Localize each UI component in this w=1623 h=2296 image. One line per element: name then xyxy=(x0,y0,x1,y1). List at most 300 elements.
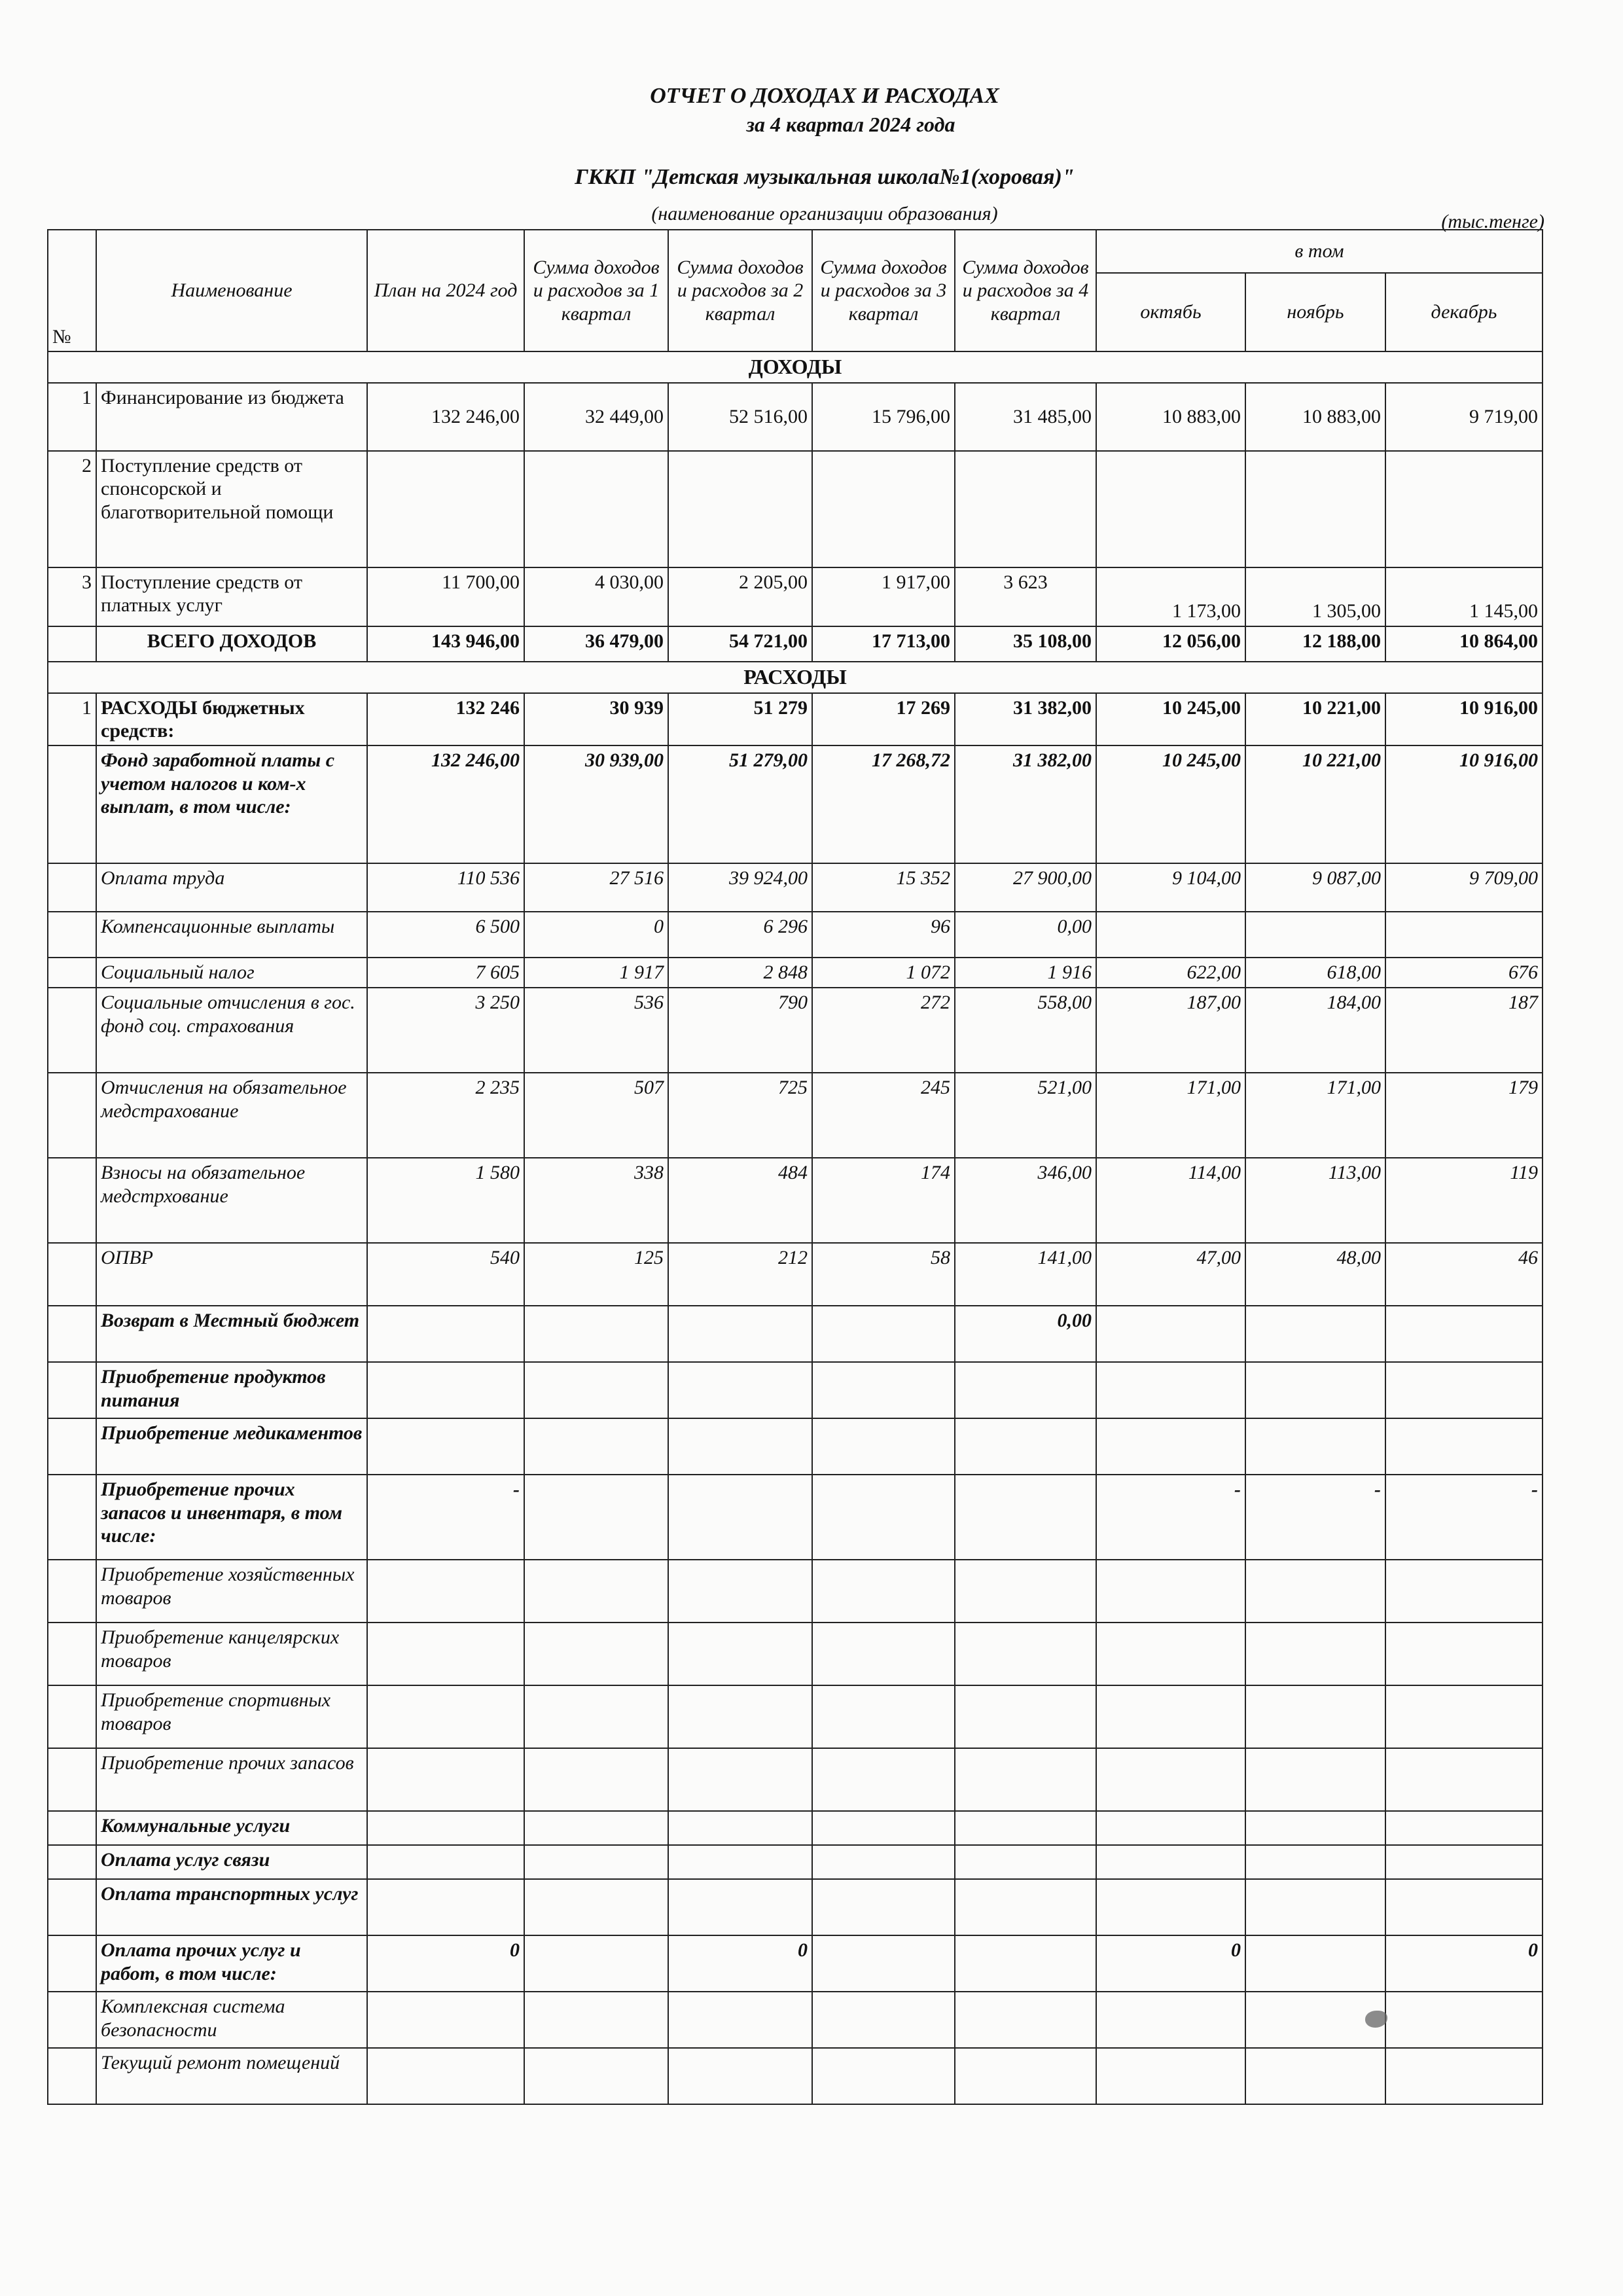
cell-q2 xyxy=(668,1748,812,1811)
cell-q3 xyxy=(812,1623,955,1685)
cell-dec xyxy=(1385,912,1543,958)
cell-q2: 6 296 xyxy=(668,912,812,958)
row-name: Возврат в Местный бюджет xyxy=(96,1306,367,1362)
table-row xyxy=(48,1362,1543,1418)
cell-q2: 52 516,00 xyxy=(668,383,812,451)
cell-dec: 10 916,00 xyxy=(1385,693,1543,746)
row-num: 3 xyxy=(48,567,96,626)
cell-dec xyxy=(1385,1362,1543,1418)
cell-q3: 272 xyxy=(812,988,955,1073)
cell-q1: 536 xyxy=(524,988,668,1073)
cell-plan xyxy=(367,1560,524,1623)
cell-q4 xyxy=(955,1418,1096,1475)
col-plan-header: План на 2024 год xyxy=(367,230,524,351)
table-row xyxy=(48,1992,1543,2048)
cell-q4: 558,00 xyxy=(955,988,1096,1073)
organization-note: (наименование организации образования) xyxy=(651,203,998,224)
table-row xyxy=(48,958,1543,988)
row-name: Оплата труда xyxy=(96,863,367,912)
cell-q2: 0 xyxy=(668,1935,812,1992)
cell-plan: 540 xyxy=(367,1243,524,1306)
cell-q1: 1 917 xyxy=(524,958,668,988)
row-num xyxy=(48,1475,96,1560)
cell-nov: 618,00 xyxy=(1245,958,1385,988)
currency-unit: (тыс.тенге) xyxy=(1441,211,1544,232)
cell-oct xyxy=(1096,1362,1245,1418)
cell-q1: 27 516 xyxy=(524,863,668,912)
table-row xyxy=(48,863,1543,912)
cell-plan: 1 580 xyxy=(367,1158,524,1243)
row-name: Компенсационные выплаты xyxy=(96,912,367,958)
cell-nov: 10 221,00 xyxy=(1245,745,1385,863)
cell-plan: - xyxy=(367,1475,524,1560)
col-nov-header: ноябрь xyxy=(1245,273,1385,351)
cell-dec: - xyxy=(1385,1475,1543,1560)
cell-q2 xyxy=(668,1475,812,1560)
cell-q1: 30 939,00 xyxy=(524,745,668,863)
report-period: за 4 квартал 2024 года xyxy=(746,113,955,136)
income-section-row xyxy=(48,351,1543,383)
cell-q1: 36 479,00 xyxy=(524,626,668,662)
cell-q3 xyxy=(812,1475,955,1560)
row-num xyxy=(48,1418,96,1475)
cell-q4: 0,00 xyxy=(955,912,1096,958)
cell-q1: 125 xyxy=(524,1243,668,1306)
table-row xyxy=(48,1418,1543,1475)
row-name: Приобретение прочих запасов и инвентаря, в том числе: xyxy=(96,1475,367,1560)
cell-q1 xyxy=(524,1418,668,1475)
table-row xyxy=(48,383,1543,451)
row-num xyxy=(48,745,96,863)
table-row xyxy=(48,1748,1543,1811)
col-dec-header: декабрь xyxy=(1385,273,1543,351)
cell-q1 xyxy=(524,1560,668,1623)
cell-plan xyxy=(367,2048,524,2104)
row-num: 2 xyxy=(48,451,96,567)
row-name: Приобретение хозяйственных товаров xyxy=(96,1560,367,1623)
cell-dec xyxy=(1385,1879,1543,1935)
cell-q4: 27 900,00 xyxy=(955,863,1096,912)
cell-q4: 35 108,00 xyxy=(955,626,1096,662)
cell-plan: 6 500 xyxy=(367,912,524,958)
col-oct-header: октябь xyxy=(1096,273,1245,351)
cell-q1: 32 449,00 xyxy=(524,383,668,451)
income-expense-table xyxy=(47,229,1543,2105)
row-name: Фонд заработной платы с учетом налогов и ком-х выплат, в том числе: xyxy=(96,745,367,863)
cell-nov xyxy=(1245,1623,1385,1685)
row-num xyxy=(48,1560,96,1623)
cell-q3 xyxy=(812,1748,955,1811)
cell-q3: 15 796,00 xyxy=(812,383,955,451)
row-num xyxy=(48,1685,96,1748)
cell-dec: 10 864,00 xyxy=(1385,626,1543,662)
cell-q3 xyxy=(812,1362,955,1418)
cell-dec xyxy=(1385,1306,1543,1362)
report-title: ОТЧЕТ О ДОХОДАХ И РАСХОДАХ xyxy=(650,84,999,108)
row-num xyxy=(48,1935,96,1992)
row-num xyxy=(48,1811,96,1845)
cell-dec xyxy=(1385,1623,1543,1685)
cell-oct: 10 245,00 xyxy=(1096,745,1245,863)
row-name: Приобретение прочих запасов xyxy=(96,1748,367,1811)
cell-plan: 0 xyxy=(367,1935,524,1992)
cell-q4 xyxy=(955,1879,1096,1935)
col-group-header: в том xyxy=(1096,230,1543,273)
cell-oct xyxy=(1096,1748,1245,1811)
cell-q3 xyxy=(812,1879,955,1935)
row-name: РАСХОДЫ бюджетных средств: xyxy=(96,693,367,746)
cell-nov xyxy=(1245,2048,1385,2104)
cell-q3 xyxy=(812,1935,955,1992)
cell-oct: 0 xyxy=(1096,1935,1245,1992)
cell-nov: 10 221,00 xyxy=(1245,693,1385,746)
cell-q4: 31 485,00 xyxy=(955,383,1096,451)
cell-q2 xyxy=(668,1879,812,1935)
cell-nov xyxy=(1245,1418,1385,1475)
cell-q1: 338 xyxy=(524,1158,668,1243)
cell-plan xyxy=(367,1623,524,1685)
cell-plan xyxy=(367,1845,524,1879)
cell-q4 xyxy=(955,451,1096,567)
cell-q3 xyxy=(812,1845,955,1879)
cell-q4 xyxy=(955,1811,1096,1845)
cell-nov xyxy=(1245,1811,1385,1845)
cell-q3: 58 xyxy=(812,1243,955,1306)
table-row xyxy=(48,1935,1543,1992)
expense-section-row xyxy=(48,662,1543,693)
cell-q3: 1 072 xyxy=(812,958,955,988)
cell-q2: 212 xyxy=(668,1243,812,1306)
cell-dec xyxy=(1385,1845,1543,1879)
cell-q1 xyxy=(524,1685,668,1748)
cell-oct: 622,00 xyxy=(1096,958,1245,988)
cell-q2 xyxy=(668,2048,812,2104)
cell-plan: 110 536 xyxy=(367,863,524,912)
cell-oct: 171,00 xyxy=(1096,1073,1245,1158)
row-name: Приобретение спортивных товаров xyxy=(96,1685,367,1748)
cell-oct xyxy=(1096,1879,1245,1935)
cell-q3: 174 xyxy=(812,1158,955,1243)
cell-nov: 48,00 xyxy=(1245,1243,1385,1306)
cell-dec xyxy=(1385,1992,1543,2048)
table-row xyxy=(48,1623,1543,1685)
cell-q4 xyxy=(955,2048,1096,2104)
cell-q3 xyxy=(812,1992,955,2048)
row-name: Оплата транспортных услуг xyxy=(96,1879,367,1935)
cell-plan xyxy=(367,1418,524,1475)
row-num xyxy=(48,1623,96,1685)
cell-q4 xyxy=(955,1623,1096,1685)
cell-nov xyxy=(1245,1845,1385,1879)
cell-q2 xyxy=(668,1362,812,1418)
row-num xyxy=(48,1158,96,1243)
cell-q2 xyxy=(668,1623,812,1685)
col-q3-header: Сумма доходов и расходов за 3 квартал xyxy=(812,230,955,351)
row-name: Финансирование из бюджета xyxy=(96,383,367,451)
cell-plan xyxy=(367,1811,524,1845)
cell-dec: 10 916,00 xyxy=(1385,745,1543,863)
header-row-top xyxy=(48,230,1543,273)
cell-plan xyxy=(367,451,524,567)
cell-oct: 12 056,00 xyxy=(1096,626,1245,662)
cell-q4: 31 382,00 xyxy=(955,745,1096,863)
cell-q1: 507 xyxy=(524,1073,668,1158)
row-name: Оплата прочих услуг и работ, в том числе: xyxy=(96,1935,367,1992)
cell-q3 xyxy=(812,2048,955,2104)
cell-nov xyxy=(1245,1560,1385,1623)
cell-oct: 1 173,00 xyxy=(1096,567,1245,626)
cell-q4 xyxy=(955,1560,1096,1623)
cell-q3: 15 352 xyxy=(812,863,955,912)
cell-q2: 39 924,00 xyxy=(668,863,812,912)
table-row xyxy=(48,1475,1543,1560)
cell-q1 xyxy=(524,1623,668,1685)
col-num-header: № xyxy=(48,230,96,351)
row-name: Приобретение канцелярских товаров xyxy=(96,1623,367,1685)
cell-q4: 31 382,00 xyxy=(955,693,1096,746)
cell-q4: 0,00 xyxy=(955,1306,1096,1362)
cell-oct: 47,00 xyxy=(1096,1243,1245,1306)
cell-q1 xyxy=(524,1362,668,1418)
cell-plan: 143 946,00 xyxy=(367,626,524,662)
cell-nov: 1 305,00 xyxy=(1245,567,1385,626)
cell-q4: 1 916 xyxy=(955,958,1096,988)
cell-nov xyxy=(1245,1935,1385,1992)
cell-nov xyxy=(1245,1362,1385,1418)
table-row xyxy=(48,1306,1543,1362)
expense-section-title: РАСХОДЫ xyxy=(48,662,1543,693)
row-name: Текущий ремонт помещений xyxy=(96,2048,367,2104)
row-name: Приобретение медикаментов xyxy=(96,1418,367,1475)
table-row xyxy=(48,1685,1543,1748)
cell-q1 xyxy=(524,451,668,567)
cell-q3: 245 xyxy=(812,1073,955,1158)
row-name: Социальный налог xyxy=(96,958,367,988)
cell-oct: - xyxy=(1096,1475,1245,1560)
cell-q3: 17 713,00 xyxy=(812,626,955,662)
cell-plan: 3 250 xyxy=(367,988,524,1073)
cell-oct xyxy=(1096,912,1245,958)
row-name: ОПВР xyxy=(96,1243,367,1306)
row-num xyxy=(48,1992,96,2048)
cell-dec xyxy=(1385,2048,1543,2104)
cell-dec: 1 145,00 xyxy=(1385,567,1543,626)
cell-q2 xyxy=(668,1306,812,1362)
cell-q1: 30 939 xyxy=(524,693,668,746)
col-q4-header: Сумма доходов и расходов за 4 квартал xyxy=(955,230,1096,351)
table-row xyxy=(48,1879,1543,1935)
cell-nov xyxy=(1245,1879,1385,1935)
cell-oct xyxy=(1096,1845,1245,1879)
row-name: Коммунальные услуги xyxy=(96,1811,367,1845)
cell-q2: 2 848 xyxy=(668,958,812,988)
cell-q2 xyxy=(668,1685,812,1748)
cell-dec: 0 xyxy=(1385,1935,1543,1992)
cell-oct xyxy=(1096,1811,1245,1845)
cell-q2: 51 279 xyxy=(668,693,812,746)
row-name: Комплексная система безопасности xyxy=(96,1992,367,2048)
cell-q2: 725 xyxy=(668,1073,812,1158)
row-num xyxy=(48,988,96,1073)
row-name: Социальные отчисления в гос. фонд соц. страхования xyxy=(96,988,367,1073)
cell-q4 xyxy=(955,1475,1096,1560)
cell-q3 xyxy=(812,1418,955,1475)
organization-name: ГККП "Детская музыкальная школа№1(хоровая)" xyxy=(575,165,1075,189)
cell-q2: 484 xyxy=(668,1158,812,1243)
row-num xyxy=(48,1306,96,1362)
cell-q3: 17 268,72 xyxy=(812,745,955,863)
cell-dec: 119 xyxy=(1385,1158,1543,1243)
cell-q2 xyxy=(668,1811,812,1845)
cell-dec: 9 709,00 xyxy=(1385,863,1543,912)
cell-dec xyxy=(1385,1560,1543,1623)
cell-q3 xyxy=(812,1811,955,1845)
col-name-header: Наименование xyxy=(96,230,367,351)
row-num xyxy=(48,912,96,958)
cell-q3 xyxy=(812,1685,955,1748)
col-q2-header: Сумма доходов и расходов за 2 квартал xyxy=(668,230,812,351)
cell-plan xyxy=(367,1748,524,1811)
cell-nov: 113,00 xyxy=(1245,1158,1385,1243)
cell-dec: 676 xyxy=(1385,958,1543,988)
cell-oct xyxy=(1096,1306,1245,1362)
table-row xyxy=(48,2048,1543,2104)
table-row xyxy=(48,1845,1543,1879)
cell-q3: 17 269 xyxy=(812,693,955,746)
table-row xyxy=(48,745,1543,863)
cell-q4 xyxy=(955,1992,1096,2048)
cell-oct xyxy=(1096,1623,1245,1685)
table-row xyxy=(48,1560,1543,1623)
row-num xyxy=(48,2048,96,2104)
cell-dec xyxy=(1385,1811,1543,1845)
cell-q3: 96 xyxy=(812,912,955,958)
cell-nov xyxy=(1245,451,1385,567)
row-num xyxy=(48,863,96,912)
cell-q3 xyxy=(812,451,955,567)
cell-q4: 3 623 xyxy=(955,567,1096,626)
row-num: 1 xyxy=(48,693,96,746)
table-row xyxy=(48,1811,1543,1845)
income-total-row xyxy=(48,626,1543,662)
cell-nov xyxy=(1245,912,1385,958)
cell-plan: 11 700,00 xyxy=(367,567,524,626)
cell-oct xyxy=(1096,1685,1245,1748)
cell-q1: 0 xyxy=(524,912,668,958)
cell-dec: 179 xyxy=(1385,1073,1543,1158)
table-row xyxy=(48,451,1543,567)
cell-dec: 187 xyxy=(1385,988,1543,1073)
row-name: Отчисления на обязательное медстрахование xyxy=(96,1073,367,1158)
cell-q1 xyxy=(524,1748,668,1811)
cell-nov xyxy=(1245,1306,1385,1362)
cell-plan xyxy=(367,1685,524,1748)
row-name: Поступление средств от платных услуг xyxy=(96,567,367,626)
cell-dec xyxy=(1385,451,1543,567)
cell-plan xyxy=(367,1879,524,1935)
cell-q4 xyxy=(955,1685,1096,1748)
cell-nov xyxy=(1245,1685,1385,1748)
cell-oct xyxy=(1096,1560,1245,1623)
cell-nov: 10 883,00 xyxy=(1245,383,1385,451)
cell-dec: 46 xyxy=(1385,1243,1543,1306)
cell-q1 xyxy=(524,1811,668,1845)
row-num: 1 xyxy=(48,383,96,451)
cell-plan: 132 246,00 xyxy=(367,383,524,451)
cell-nov: 9 087,00 xyxy=(1245,863,1385,912)
cell-q3 xyxy=(812,1306,955,1362)
table-row xyxy=(48,912,1543,958)
cell-q2 xyxy=(668,1560,812,1623)
cell-q3 xyxy=(812,1560,955,1623)
row-name: Поступление средств от спонсорской и благотворительной помощи xyxy=(96,451,367,567)
cell-nov: 184,00 xyxy=(1245,988,1385,1073)
cell-q2 xyxy=(668,1845,812,1879)
cell-q2 xyxy=(668,451,812,567)
cell-plan xyxy=(367,1306,524,1362)
cell-q2: 790 xyxy=(668,988,812,1073)
cell-q4 xyxy=(955,1935,1096,1992)
cell-oct: 10 883,00 xyxy=(1096,383,1245,451)
table-row xyxy=(48,1243,1543,1306)
cell-q2 xyxy=(668,1992,812,2048)
cell-oct: 187,00 xyxy=(1096,988,1245,1073)
cell-q1 xyxy=(524,1879,668,1935)
cell-nov: 171,00 xyxy=(1245,1073,1385,1158)
cell-q1 xyxy=(524,2048,668,2104)
cell-plan xyxy=(367,1362,524,1418)
cell-plan: 132 246,00 xyxy=(367,745,524,863)
row-name: Приобретение продуктов питания xyxy=(96,1362,367,1418)
cell-oct: 9 104,00 xyxy=(1096,863,1245,912)
cell-q1: 4 030,00 xyxy=(524,567,668,626)
cell-oct: 10 245,00 xyxy=(1096,693,1245,746)
cell-dec xyxy=(1385,1685,1543,1748)
row-num xyxy=(48,626,96,662)
cell-nov xyxy=(1245,1992,1385,2048)
cell-q1 xyxy=(524,1935,668,1992)
cell-dec: 9 719,00 xyxy=(1385,383,1543,451)
income-section-title: ДОХОДЫ xyxy=(48,351,1543,383)
row-num xyxy=(48,1073,96,1158)
cell-q1 xyxy=(524,1306,668,1362)
cell-dec xyxy=(1385,1418,1543,1475)
cell-q2 xyxy=(668,1418,812,1475)
row-num xyxy=(48,1243,96,1306)
table-row xyxy=(48,693,1543,746)
cell-q3: 1 917,00 xyxy=(812,567,955,626)
row-num xyxy=(48,1748,96,1811)
cell-plan: 2 235 xyxy=(367,1073,524,1158)
table-row xyxy=(48,1158,1543,1243)
row-name: Взносы на обязательное медстрхование xyxy=(96,1158,367,1243)
cell-q2: 2 205,00 xyxy=(668,567,812,626)
row-num xyxy=(48,1879,96,1935)
cell-nov: 12 188,00 xyxy=(1245,626,1385,662)
table-row xyxy=(48,567,1543,626)
row-num xyxy=(48,1845,96,1879)
table-row xyxy=(48,1073,1543,1158)
cell-q1 xyxy=(524,1845,668,1879)
cell-oct xyxy=(1096,2048,1245,2104)
cell-q2: 54 721,00 xyxy=(668,626,812,662)
cell-plan: 132 246 xyxy=(367,693,524,746)
table-row xyxy=(48,988,1543,1073)
cell-nov: - xyxy=(1245,1475,1385,1560)
cell-q4: 521,00 xyxy=(955,1073,1096,1158)
cell-nov xyxy=(1245,1748,1385,1811)
cell-q4 xyxy=(955,1362,1096,1418)
